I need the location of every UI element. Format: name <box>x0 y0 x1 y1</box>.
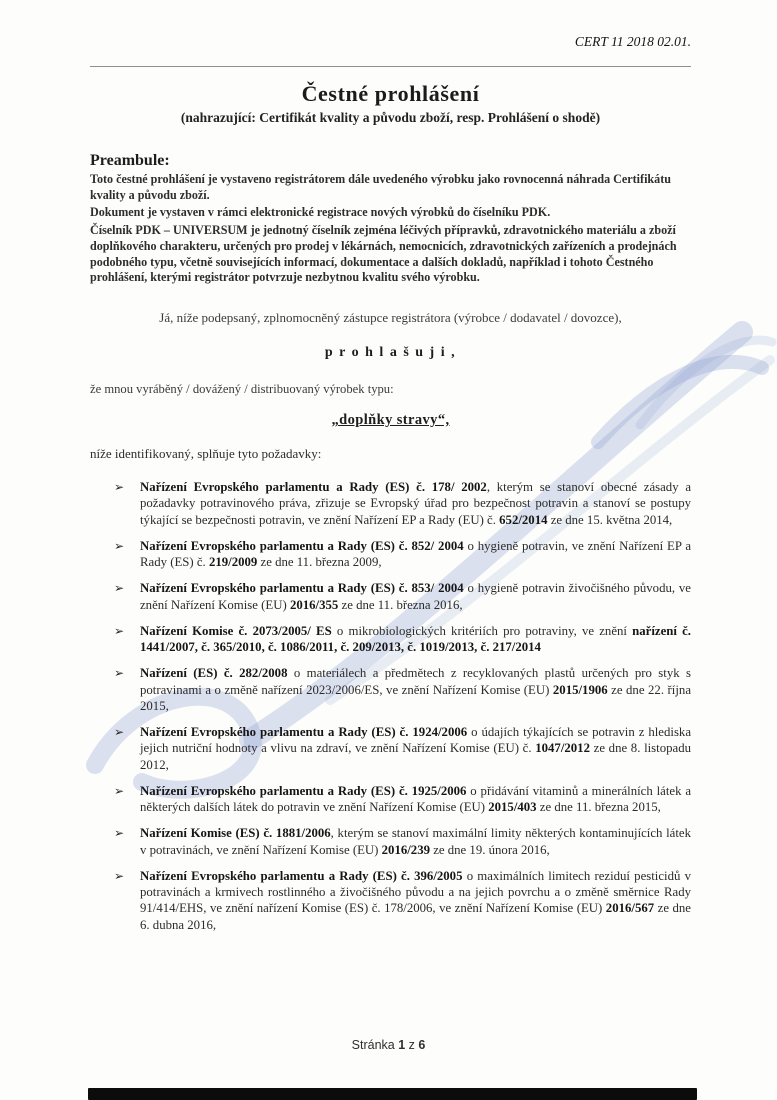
scan-artifact-strip <box>88 1088 697 1100</box>
footer-page-number: 1 <box>398 1038 406 1052</box>
bullet-arrow-icon: ➢ <box>114 538 125 553</box>
bullet-arrow-icon: ➢ <box>114 826 125 841</box>
requirement-item <box>90 538 691 571</box>
requirement-item <box>90 479 691 528</box>
bullet-arrow-icon: ➢ <box>114 581 125 596</box>
bullet-arrow-icon: ➢ <box>114 868 125 883</box>
preamble-paragraph-1: Toto čestné prohlášení je vystaveno registrátorem dále uvedeného výrobku jako rovnocenná náhrada Certifikátu kvality a původu zboží. <box>90 172 671 202</box>
preamble-section <box>90 152 691 286</box>
bullet-arrow-icon: ➢ <box>114 666 125 681</box>
requirement-item <box>90 868 691 933</box>
requirement-text: Nařízení Evropského parlamentu a Rady (ES) č. 178/ 2002, kterým se stanoví obecné zásady a požadavky potravinového práva, zřizuje se Evropský úřad pro bezpečnost potravin a stanoví se postupy týkající se bezpečnosti potravin, ve znění Nařízení EP a Rady (EU) č. 652/2014 ze dne 15. května 2014, <box>140 480 691 527</box>
requirement-item <box>90 724 691 773</box>
bullet-arrow-icon: ➢ <box>114 783 125 798</box>
header-rule <box>90 66 691 67</box>
requirement-text: Nařízení Evropského parlamentu a Rady (ES) č. 853/ 2004 o hygieně potravin živočišného původu, ve znění Nařízení Komise (EU) 2016/355 ze dne 11. března 2016, <box>140 581 691 612</box>
requirement-text: Nařízení Evropského parlamentu a Rady (ES) č. 396/2005 o maximálních limitech reziduí pesticidů v potravinách a krmivech rostlinného a živočišného původu a na jejich povrchu a o změně směrnice Rady 91/414/EHS, ve znění nařízení Komise (ES) č. 178/2006, ve znění Nařízení Komise (EU) 2016/567 ze dne 6. dubna 2016, <box>140 868 691 932</box>
bullet-arrow-icon: ➢ <box>114 725 125 740</box>
requirements-intro: níže identifikovaný, splňuje tyto požadavky: <box>90 446 322 462</box>
preamble-heading: Preambule: <box>90 152 170 169</box>
declaration-verb: p r o h l a š u j i , <box>324 345 457 361</box>
document-title: Čestné prohlášení <box>301 81 480 106</box>
product-type: „doplňky stravy“, <box>331 412 450 429</box>
bullet-arrow-icon: ➢ <box>114 480 125 495</box>
page-footer <box>0 1038 777 1052</box>
preamble-paragraph-2: Dokument je vystaven v rámci elektronické registrace nových výrobků do číselníku PDK. <box>90 205 551 220</box>
requirement-item <box>90 623 691 656</box>
requirement-item <box>90 783 691 816</box>
bullet-arrow-icon: ➢ <box>114 623 125 638</box>
requirement-text: Nařízení Evropského parlamentu a Rady (ES) č. 1925/2006 o přidávání vitaminů a minerálních látek a některých dalších látek do potravin ve znění Nařízení Komise (EU) 2015/403 ze dne 11. března 2015, <box>140 783 691 815</box>
requirement-item <box>90 665 691 714</box>
requirement-text: Nařízení Komise č. 2073/2005/ ES o mikrobiologických kritériích pro potraviny, ve znění nařízení č. 1441/2007, č. 365/2010, č. 1086/2011, č. 209/2013, č. 1019/2013, č. 217/2014 <box>140 623 691 655</box>
document-code: CERT 11 2018 02.01. <box>574 34 691 49</box>
requirement-item <box>90 825 691 858</box>
declaration-intro: Já, níže podepsaný, zplnomocněný zástupce registrátora (výrobce / dodavatel / dovozce), <box>159 310 622 326</box>
requirements-list <box>90 479 691 933</box>
requirement-item <box>90 580 691 613</box>
requirement-text: Nařízení (ES) č. 282/2008 o materiálech a předmětech z recyklovaných plastů určených pro styk s potravinami a o změně nařízení 2023/2006/ES, ve znění Nařízení Komise (EU) 2015/1906 ze dne 22. října 2015, <box>140 666 691 713</box>
footer-total-pages: 6 <box>418 1038 426 1052</box>
preamble-paragraph-3: Číselník PDK – UNIVERSUM je jednotný číselník zejména léčivých přípravků, zdravotnického materiálu a zboží doplňkového charakteru, určených pro prodej v lékárnách, nemocnicích, zdravotnických zařízeních a prodejnách podobného typu, včetně souvisejících informací, dokumentace a dalších dokladů, například i tohoto Čestného prohlášení, kterými registrátor potvrzuje nezbytnou kvalitu svého výrobku. <box>90 223 677 285</box>
requirement-text: Nařízení Evropského parlamentu a Rady (ES) č. 852/ 2004 o hygieně potravin, ve znění Nařízení EP a Rady (ES) č. 219/2009 ze dne 11. března 2009, <box>140 538 691 570</box>
footer-page-label: Stránka <box>351 1038 395 1052</box>
document-subtitle: (nahrazující: Certifikát kvality a původu zboží, resp. Prohlášení o shodě) <box>180 110 601 125</box>
requirement-text: Nařízení Komise (ES) č. 1881/2006, kterým se stanoví maximální limity některých kontaminujících látek v potravinách, ve znění Nařízení Komise (EU) 2016/239 ze dne 19. února 2016, <box>140 826 691 857</box>
footer-of-label: z <box>408 1038 415 1052</box>
requirement-text: Nařízení Evropského parlamentu a Rady (ES) č. 1924/2006 o údajích týkajících se potravin z hlediska jejich nutriční hodnoty a vlivu na zdraví, ve znění Nařízení Komise (EU) č. 1047/2012 ze dne 8. listopadu 2012, <box>140 725 691 772</box>
product-type-line: že mnou vyráběný / dovážený / distribuovaný výrobek typu: <box>90 382 394 397</box>
